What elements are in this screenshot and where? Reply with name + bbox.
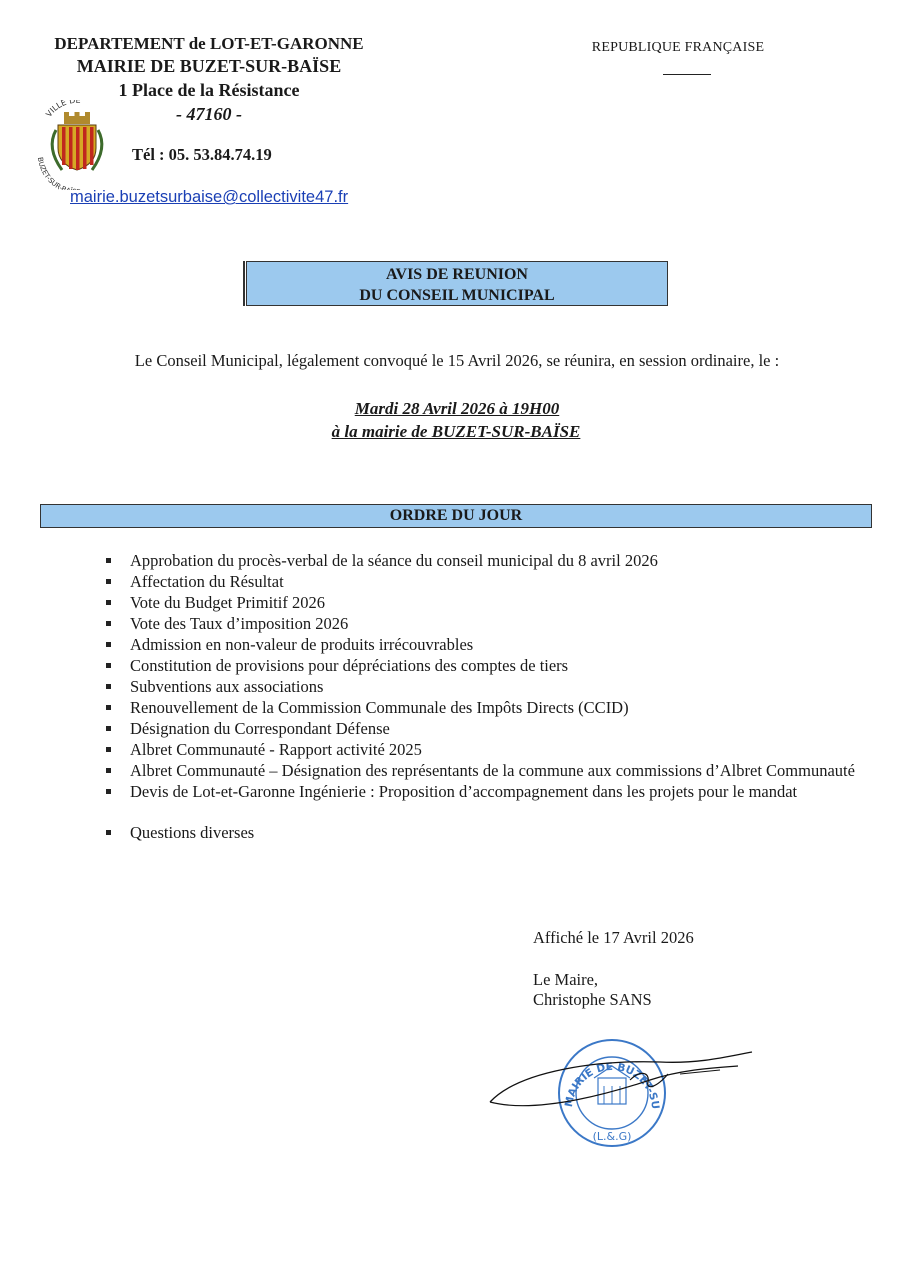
bullet-icon — [106, 830, 111, 835]
meeting-date: Mardi 28 Avril 2026 à 19H00 — [354, 399, 560, 418]
address-line: 1 Place de la Résistance — [118, 80, 300, 100]
bullet-icon — [106, 600, 111, 605]
agenda-item: Questions diverses — [106, 822, 866, 843]
agenda-item: Renouvellement de la Commission Communale des Impôts Directs (CCID) — [106, 697, 866, 718]
bullet-icon — [106, 558, 111, 563]
intro-paragraph: Le Conseil Municipal, légalement convoqué le 15 Avril 2026, se réunira, en session ordinaire, le : — [134, 351, 780, 370]
agenda-item: Vote du Budget Primitif 2026 — [106, 592, 866, 613]
posted-date: Affiché le 17 Avril 2026 — [533, 928, 694, 947]
agenda-list — [106, 550, 866, 843]
agenda-item: Approbation du procès-verbal de la séance du conseil municipal du 8 avril 2026 — [106, 550, 866, 571]
crest-arc-top: VILLE DE — [44, 100, 81, 119]
agenda-item: Constitution de provisions pour dépréciations des comptes de tiers — [106, 655, 866, 676]
agenda-item: Désignation du Correspondant Défense — [106, 718, 866, 739]
department-line: DEPARTEMENT de LOT-ET-GARONNE — [54, 34, 364, 53]
bullet-icon — [106, 663, 111, 668]
stamp-sub: (L.&.G) — [592, 1130, 632, 1143]
svg-text:MAIRIE DE BUZET-SUR-BAÏSE — [480, 1030, 661, 1110]
bullet-icon — [106, 579, 111, 584]
crest-arc-bottom: BUZET-SUR-B — [35, 156, 68, 190]
notice-title-line1: AVIS DE REUNION — [386, 266, 528, 283]
bullet-icon — [106, 684, 111, 689]
agenda-item: Affectation du Résultat — [106, 571, 866, 592]
stamp-text: MAIRIE DE BUZET-SU — [562, 1060, 662, 1110]
agenda-item: Subventions aux associations — [106, 676, 866, 697]
mairie-name: MAIRIE DE BUZET-SUR-BAÏSE — [76, 56, 342, 76]
agenda-title: ORDRE DU JOUR — [389, 507, 523, 524]
notice-title-line2: DU CONSEIL MUNICIPAL — [359, 287, 555, 304]
bullet-icon — [106, 789, 111, 794]
phone-number: Tél : 05. 53.84.74.19 — [132, 145, 272, 164]
email-link[interactable]: mairie.buzetsurbaise@collectivite47.fr — [70, 188, 349, 206]
bullet-icon — [106, 705, 111, 710]
agenda-item: Admission en non-valeur de produits irrécouvrables — [106, 634, 866, 655]
notice-box-left-edge — [243, 261, 245, 306]
agenda-item: Vote des Taux d’imposition 2026 — [106, 613, 866, 634]
mayor-name: Christophe SANS — [533, 990, 652, 1009]
bullet-icon — [106, 747, 111, 752]
bullet-icon — [106, 642, 111, 647]
agenda-item: Devis de Lot-et-Garonne Ingénierie : Proposition d’accompagnement dans les projets pour le mandat — [106, 781, 866, 802]
meeting-place: à la mairie de BUZET-SUR-BAÏSE — [331, 422, 581, 441]
republic-underline — [663, 74, 711, 75]
agenda-item: Albret Communauté - Rapport activité 2025 — [106, 739, 866, 760]
mayor-role: Le Maire, — [533, 970, 599, 989]
agenda-title-box — [40, 504, 872, 528]
bullet-icon — [106, 621, 111, 626]
bullet-icon — [106, 726, 111, 731]
crest-icon — [28, 100, 126, 190]
bullet-icon — [106, 768, 111, 773]
town-crest-logo — [28, 100, 126, 190]
official-stamp — [480, 1030, 770, 1150]
stamp-icon — [480, 1030, 770, 1150]
postal-code: - 47160 - — [176, 104, 242, 124]
notice-title-box — [246, 261, 668, 306]
agenda-item: Albret Communauté – Désignation des représentants de la commune aux commissions d’Albret Communauté — [106, 760, 866, 781]
republic-label: REPUBLIQUE FRANÇAISE — [591, 40, 765, 55]
